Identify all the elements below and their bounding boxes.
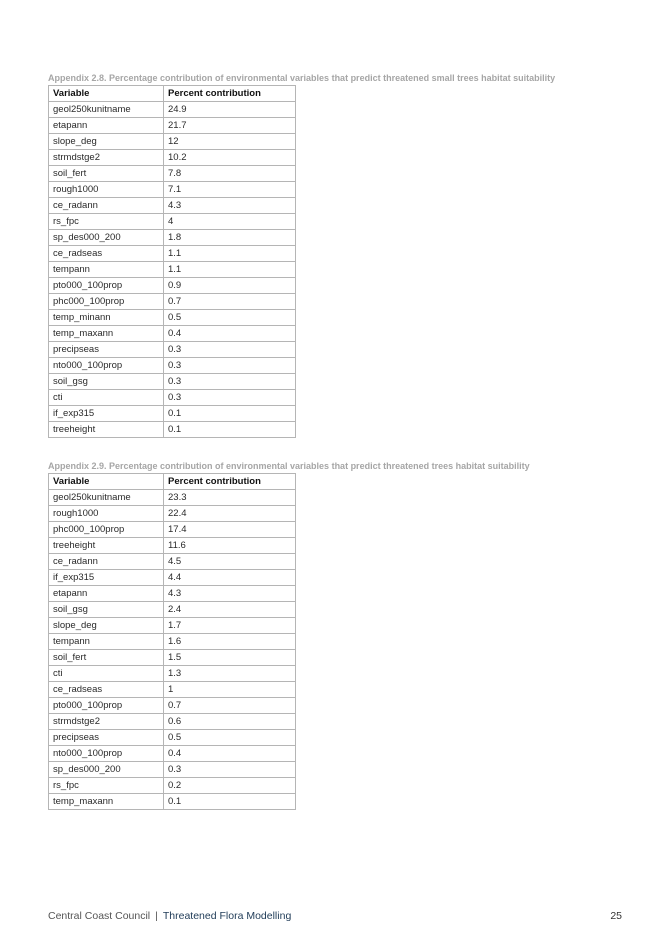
variable-cell: if_exp315 [49,406,164,422]
variable-cell: tempann [49,634,164,650]
table-row [49,374,296,390]
percent-contribution-cell: 7.1 [164,182,296,198]
variable-cell: slope_deg [49,134,164,150]
table-row [49,538,296,554]
variable-cell: soil_gsg [49,602,164,618]
percent-contribution-cell: 4 [164,214,296,230]
table-row [49,358,296,374]
percent-contribution-cell: 0.7 [164,698,296,714]
percent-contribution-cell: 4.3 [164,586,296,602]
table-row [49,490,296,506]
percent-contribution-cell: 0.3 [164,374,296,390]
percent-contribution-cell: 0.5 [164,730,296,746]
table-row [49,422,296,438]
percent-contribution-cell: 0.1 [164,406,296,422]
percent-contribution-cell: 0.1 [164,794,296,810]
table-row [49,230,296,246]
percent-contribution-cell: 22.4 [164,506,296,522]
variable-cell: temp_minann [49,310,164,326]
variable-cell: rough1000 [49,506,164,522]
variable-cell: soil_gsg [49,374,164,390]
table-row [49,682,296,698]
variable-cell: cti [49,390,164,406]
appendix-2-8-table [48,85,296,438]
table-header-row [49,474,296,490]
header-variable: Variable [49,86,164,102]
variable-cell: sp_des000_200 [49,762,164,778]
table-row [49,118,296,134]
table-row [49,602,296,618]
variable-cell: treeheight [49,538,164,554]
table-row [49,326,296,342]
table-row [49,794,296,810]
table-row [49,342,296,358]
variable-cell: strmdstge2 [49,714,164,730]
percent-contribution-cell: 1.3 [164,666,296,682]
variable-cell: rs_fpc [49,778,164,794]
table-row [49,390,296,406]
table-row [49,586,296,602]
variable-cell: tempann [49,262,164,278]
variable-cell: soil_fert [49,166,164,182]
variable-cell: temp_maxann [49,326,164,342]
variable-cell: soil_fert [49,650,164,666]
table-header-row [49,86,296,102]
percent-contribution-cell: 1.6 [164,634,296,650]
percent-contribution-cell: 1.1 [164,246,296,262]
table-row [49,746,296,762]
variable-cell: pto000_100prop [49,278,164,294]
variable-cell: if_exp315 [49,570,164,586]
variable-cell: slope_deg [49,618,164,634]
percent-contribution-cell: 1.1 [164,262,296,278]
variable-cell: temp_maxann [49,794,164,810]
variable-cell: precipseas [49,342,164,358]
table-row [49,262,296,278]
variable-cell: cti [49,666,164,682]
variable-cell: pto000_100prop [49,698,164,714]
variable-cell: nto000_100prop [49,358,164,374]
table-row [49,506,296,522]
table-row [49,522,296,538]
percent-contribution-cell: 2.4 [164,602,296,618]
appendix-2-9-caption: Appendix 2.9. Percentage contribution of environmental variables that predict threatened trees habitat suitability [48,461,530,471]
table-row [49,182,296,198]
table-row [49,246,296,262]
table-row [49,698,296,714]
appendix-2-9-table [48,473,296,810]
table-row [49,634,296,650]
header-variable: Variable [49,474,164,490]
percent-contribution-cell: 1.8 [164,230,296,246]
table-row [49,618,296,634]
variable-cell: treeheight [49,422,164,438]
table-row [49,666,296,682]
percent-contribution-cell: 0.2 [164,778,296,794]
table-row [49,134,296,150]
percent-contribution-cell: 7.8 [164,166,296,182]
table-row [49,102,296,118]
footer-organisation: Central Coast Council [48,910,151,922]
table-row [49,150,296,166]
variable-cell: nto000_100prop [49,746,164,762]
table-row [49,730,296,746]
variable-cell: geol250kunitname [49,490,164,506]
percent-contribution-cell: 0.4 [164,326,296,342]
footer-separator: | [155,910,158,922]
table-row [49,778,296,794]
percent-contribution-cell: 0.5 [164,310,296,326]
variable-cell: rough1000 [49,182,164,198]
percent-contribution-cell: 0.6 [164,714,296,730]
table-row [49,310,296,326]
table-row [49,714,296,730]
appendix-2-8-caption: Appendix 2.8. Percentage contribution of environmental variables that predict threatened small trees habitat suitability [48,73,556,83]
percent-contribution-cell: 21.7 [164,118,296,134]
percent-contribution-cell: 1 [164,682,296,698]
header-percent-contribution: Percent contribution [164,474,296,490]
percent-contribution-cell: 0.9 [164,278,296,294]
percent-contribution-cell: 0.3 [164,390,296,406]
variable-cell: geol250kunitname [49,102,164,118]
table-row [49,554,296,570]
variable-cell: strmdstge2 [49,150,164,166]
table-row [49,294,296,310]
percent-contribution-cell: 11.6 [164,538,296,554]
table-row [49,278,296,294]
percent-contribution-cell: 24.9 [164,102,296,118]
header-percent-contribution: Percent contribution [164,86,296,102]
variable-cell: rs_fpc [49,214,164,230]
table-row [49,214,296,230]
page-number: 25 [610,910,622,922]
percent-contribution-cell: 0.7 [164,294,296,310]
variable-cell: etapann [49,118,164,134]
percent-contribution-cell: 0.3 [164,358,296,374]
percent-contribution-cell: 4.3 [164,198,296,214]
percent-contribution-cell: 1.7 [164,618,296,634]
percent-contribution-cell: 17.4 [164,522,296,538]
percent-contribution-cell: 0.3 [164,342,296,358]
table-row [49,198,296,214]
table-row [49,762,296,778]
variable-cell: phc000_100prop [49,294,164,310]
percent-contribution-cell: 4.4 [164,570,296,586]
table-row [49,406,296,422]
percent-contribution-cell: 0.1 [164,422,296,438]
variable-cell: ce_radann [49,198,164,214]
page-footer [48,910,291,922]
table-row [49,650,296,666]
variable-cell: ce_radseas [49,682,164,698]
variable-cell: phc000_100prop [49,522,164,538]
percent-contribution-cell: 1.5 [164,650,296,666]
percent-contribution-cell: 23.3 [164,490,296,506]
variable-cell: precipseas [49,730,164,746]
percent-contribution-cell: 4.5 [164,554,296,570]
variable-cell: sp_des000_200 [49,230,164,246]
table-row [49,570,296,586]
percent-contribution-cell: 10.2 [164,150,296,166]
percent-contribution-cell: 0.4 [164,746,296,762]
variable-cell: etapann [49,586,164,602]
percent-contribution-cell: 12 [164,134,296,150]
table-row [49,166,296,182]
variable-cell: ce_radseas [49,246,164,262]
percent-contribution-cell: 0.3 [164,762,296,778]
footer-document-title: Threatened Flora Modelling [162,910,292,922]
variable-cell: ce_radann [49,554,164,570]
